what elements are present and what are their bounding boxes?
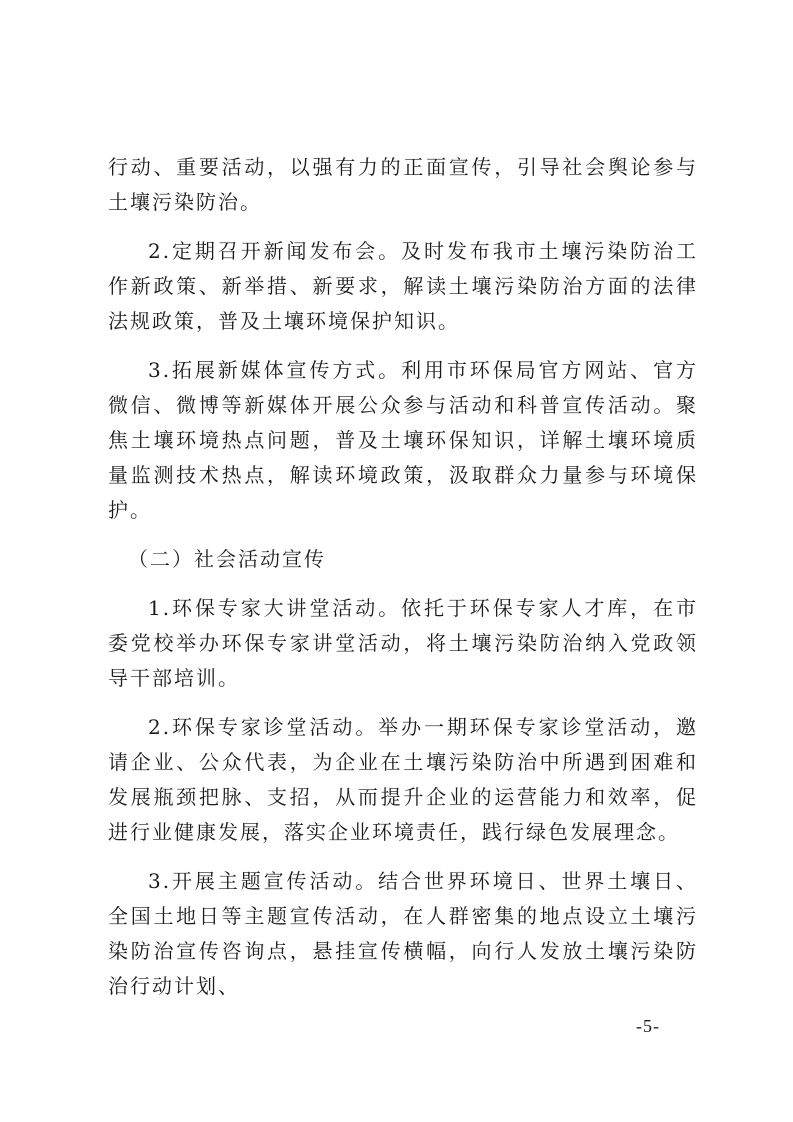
paragraph-press-conference: 2.定期召开新闻发布会。及时发布我市土壤污染防治工作新政策、新举措、新要求，解读土壤污染防治方面的法律法规政策，普及土壤环境保护知识。	[108, 239, 698, 333]
section-heading-social-activities: （二）社会活动宣传	[128, 547, 326, 571]
paragraph-theme-campaign: 3.开展主题宣传活动。结合世界环境日、世界土壤日、全国土地日等主题宣传活动，在人群密集的地点设立土壤污染防治宣传咨询点，悬挂宣传横幅，向行人发放土壤污染防治行动计划、	[108, 869, 698, 998]
paragraph-new-media: 3.拓展新媒体宣传方式。利用市环保局官方网站、官方微信、微博等新媒体开展公众参与活动和科普宣传活动。聚焦土壤环境热点问题，普及土壤环保知识，详解土壤环境质量监测技术热点，解读环境政策，汲取群众力量参与环境保护。	[108, 358, 698, 522]
paragraph-continuation: 行动、重要活动，以强有力的正面宣传，引导社会舆论参与土壤污染防治。	[108, 155, 698, 214]
page-number: -5-	[636, 1016, 660, 1036]
paragraph-expert-lecture: 1.环保专家大讲堂活动。依托于环保专家人才库，在市委党校举办环保专家讲堂活动，将土壤污染防治纳入党政领导干部培训。	[108, 596, 698, 690]
paragraph-expert-clinic: 2.环保专家诊堂活动。举办一期环保专家诊堂活动，邀请企业、公众代表，为企业在土壤污染防治中所遇到困难和发展瓶颈把脉、支招，从而提升企业的运营能力和效率，促进行业健康发展，落实企业环境责任，践行绿色发展理念。	[108, 715, 698, 844]
document-body	[108, 150, 698, 1018]
